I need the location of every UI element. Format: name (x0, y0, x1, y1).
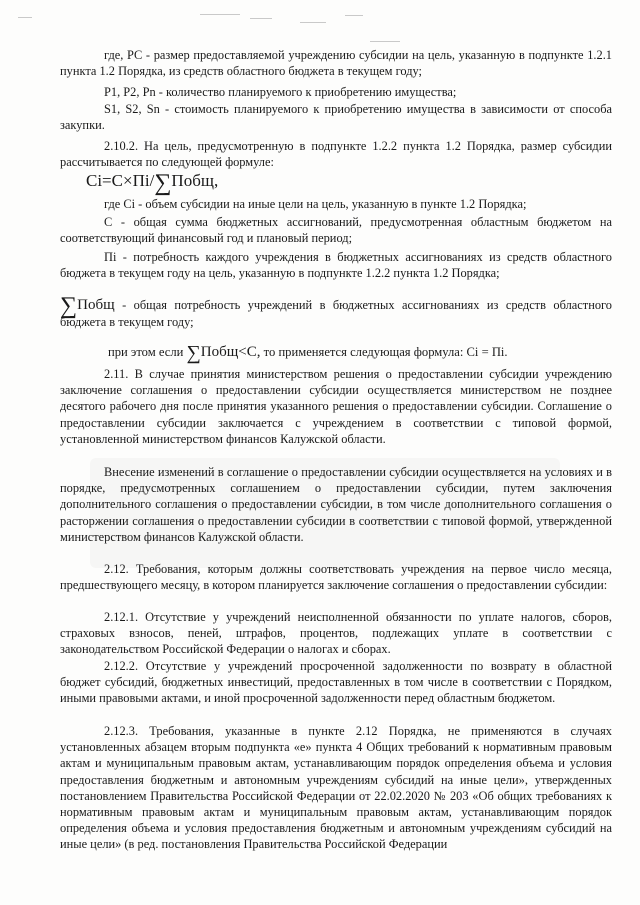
paragraph-text: Внесение изменений в соглашение о предоставлении субсидии осуществляется на условиях и в порядке, предусмотренных соглашением о предоставлении субсидии, путем заключения дополнительного соглашения о предоставлении субсидии, в том числе дополнительного соглашения о расторжении соглашения о предоставлении субсидии в соответствии с типовой формой, утвержденной министерством финансов Калужской области. (60, 465, 612, 544)
paragraph-c-definition (60, 214, 612, 246)
paragraph-2-12-3 (60, 723, 612, 853)
pobshch-text: - общая потребность учреждений в бюджетных ассигнованиях из средств областного бюджета в текущем году; (60, 298, 612, 330)
paragraph-amendments (60, 464, 612, 545)
paragraph-text (60, 293, 612, 330)
formula-ci (86, 170, 218, 194)
condition-prefix: при этом если (108, 345, 187, 359)
paragraph-text: 2.10.2. На цель, предусмотренную в подпункте 1.2.2 пункта 1.2 Порядка, размер субсидии рассчитывается по следующей формуле: (60, 139, 612, 170)
paragraph-text: С - общая сумма бюджетных ассигнований, предусмотренная областным бюджетом на соответствующий финансовый год и плановый период; (60, 215, 612, 246)
pobshch-term: Побщ (77, 297, 115, 313)
formula-left: Ci=C×Пi/ (86, 171, 155, 190)
paragraph-text: P1, P2, Pn - количество планируемого к приобретению имущества; (104, 85, 457, 99)
paragraph-pi-definition (60, 249, 612, 281)
paragraph-text: где, PC - размер предоставляемой учреждению субсидии на цель, указанную в подпункте 1.2.1 пункта 1.2 Порядка, из средств областного бюджета в текущем году; (60, 48, 612, 79)
paragraph-text: 2.12.2. Отсутствие у учреждений просроченной задолженности по возврату в областной бюджет субсидий, бюджетных инвестиций, предоставленных в том числе в соответствии с Порядком, иными правовыми актами, и иной просроченной задолженности перед областным бюджетом. (60, 659, 612, 706)
sum-symbol-icon: ∑ (60, 293, 78, 319)
paragraph-text: где Ci - объем субсидии на иные цели на цель, указанную в пункте 1.2 Порядка; (104, 197, 527, 211)
paragraph-p-definition (60, 84, 612, 100)
paragraph-condition (108, 342, 508, 364)
paragraph-text: 2.11. В случае принятия министерством решения о предоставлении субсидии учреждению заключение соглашения о предоставлении субсидии осуществляется министерством не позднее десятого рабочего дня после принятия указанного решения о предоставлении субсидии. Соглашение о предоставлении субсидии заключается с учреждением в соответствии с типовой формой, установленной министерством финансов Калужской области. (60, 367, 612, 446)
paragraph-pc-definition (60, 47, 612, 79)
paragraph-s-definition (60, 101, 612, 133)
paragraph-text: 2.12. Требования, которым должны соответствовать учреждения на первое число месяца, предшествующего месяцу, в котором планируется заключение соглашения о предоставлении субсидии: (60, 562, 612, 593)
paragraph-text: 2.12.1. Отсутствие у учреждений неисполненной обязанности по уплате налогов, сборов, страховых взносов, пеней, штрафов, процентов, подлежащих уплате в соответствии с законодательством Российской Федерации о налогах и сборах. (60, 610, 612, 657)
paragraph-2-11 (60, 366, 612, 447)
paragraph-2-10-2 (60, 138, 612, 170)
condition-term: Побщ<С, (200, 344, 261, 360)
paragraph-ci-definition (60, 196, 612, 212)
paragraph-text: 2.12.3. Требования, указанные в пункте 2.12 Порядка, не применяются в случаях установленных абзацем вторым подпункта «е» пункта 4 Общих требований к нормативным правовым актам и муниципальным правовым актам, устанавливающим порядок определения объема и условия предоставления бюджетным и автономным учреждениям субсидий на иные цели», утвержденных постановлением Правительства Российской Федерации от 22.02.2020 № 203 «Об общих требованиях к нормативным правовым актам и муниципальным правовым актам, устанавливающим порядок определения объема и условия предоставления бюджетным и автономным учреждениям субсидий на иные цели» (в ред. постановления Правительства Российской Федерации (60, 724, 612, 852)
paragraph-text: Пi - потребность каждого учреждения в бюджетных ассигнованиях из средств областного бюджета в текущем году на цель, указанную в подпункте 1.2.2 пункта 1.2 Порядка; (60, 250, 612, 281)
paragraph-2-12-1 (60, 609, 612, 658)
sum-symbol-icon: ∑ (154, 170, 172, 196)
formula-right: Побщ, (171, 171, 219, 190)
condition-suffix: то применяется следующая формула: Ci = Пi. (260, 345, 508, 359)
sum-symbol-icon: ∑ (186, 342, 201, 364)
paragraph-text: S1, S2, Sn - стоимость планируемого к приобретению имущества в зависимости от способа закупки. (60, 102, 612, 133)
paragraph-pobshch-definition (60, 293, 612, 330)
paragraph-2-12 (60, 561, 612, 593)
paragraph-2-12-2 (60, 658, 612, 707)
